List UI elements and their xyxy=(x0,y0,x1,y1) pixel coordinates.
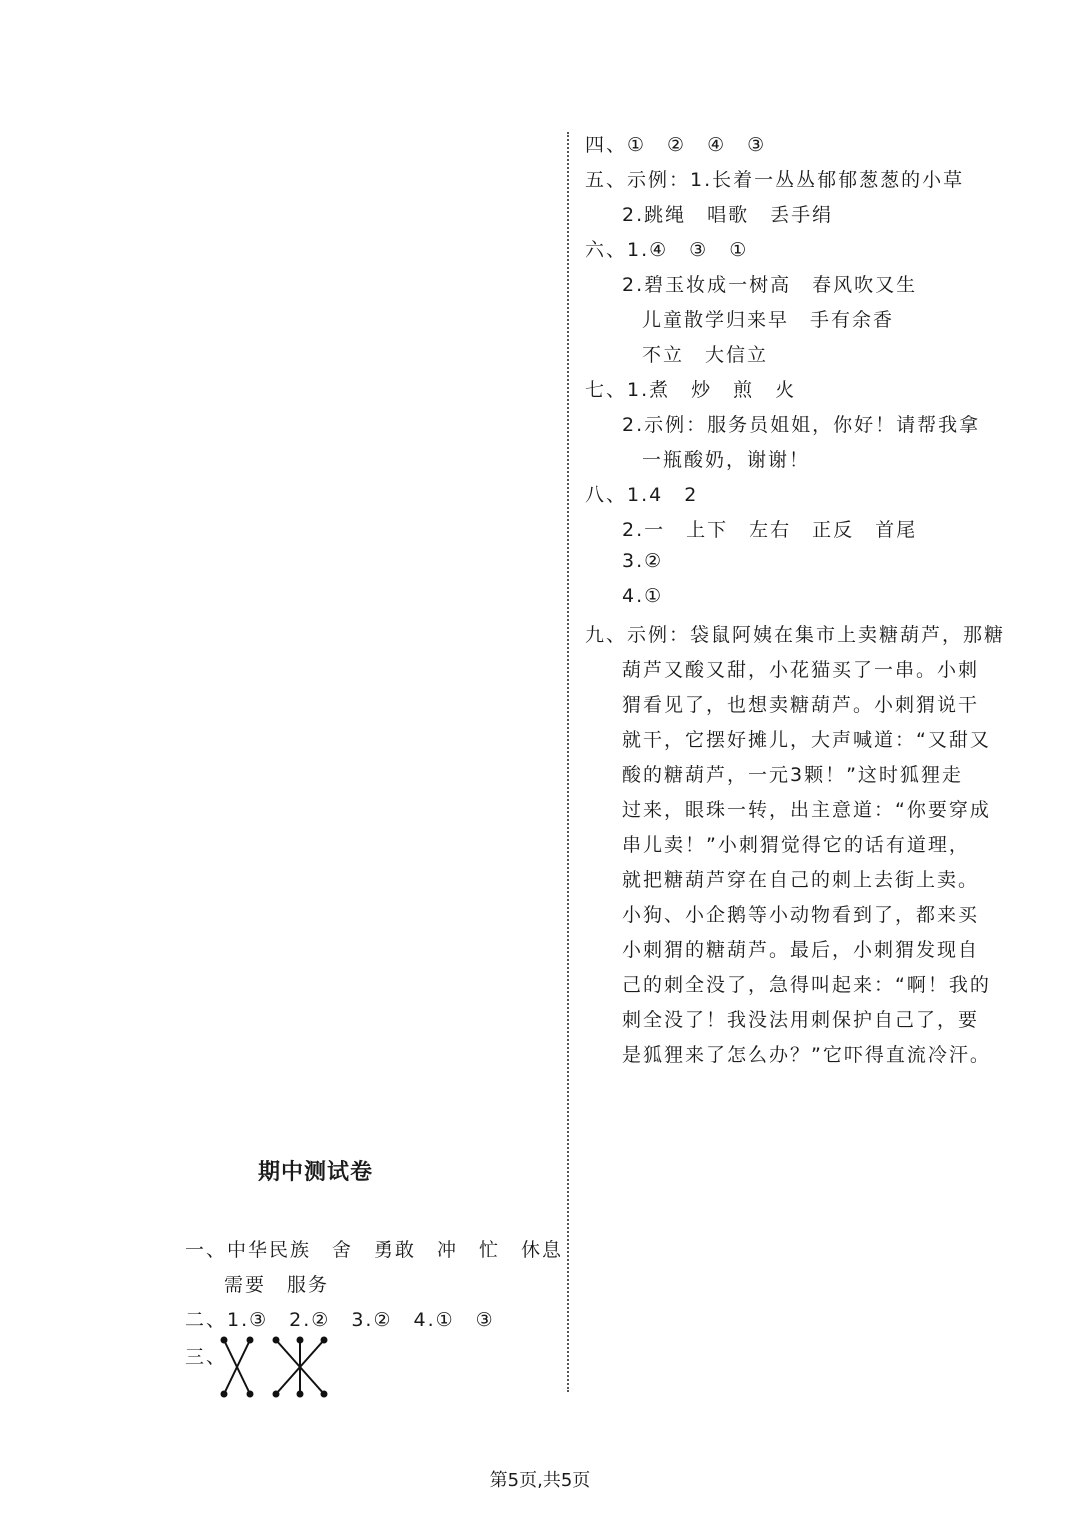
answer-line-7-2: 2.示例：服务员姐姐，你好！请帮我拿 xyxy=(622,414,981,436)
midterm-line-1: 一、中华民族 舍 勇敢 冲 忙 休息 xyxy=(185,1239,564,1261)
answer-line-9k: 己的刺全没了，急得叫起来：“啊！我的 xyxy=(622,974,991,996)
matching-lines-figure xyxy=(220,1336,340,1398)
answer-line-8-4: 4.① xyxy=(622,585,664,607)
midterm-line-2: 二、1.③ 2.② 3.② 4.① ③ xyxy=(185,1309,495,1331)
answer-line-6: 六、1.④ ③ ① xyxy=(585,239,749,261)
answer-line-9l: 刺全没了！我没法用刺保护自己了，要 xyxy=(622,1009,980,1031)
answer-line-6-2b: 儿童散学归来早 手有余香 xyxy=(642,309,895,331)
answer-line-9c: 猬看见了，也想卖糖葫芦。小刺猬说干 xyxy=(622,694,980,716)
section-title: 期中测试卷 xyxy=(258,1160,374,1185)
answer-line-5-2: 2.跳绳 唱歌 丢手绢 xyxy=(622,204,834,226)
answer-line-9h: 就把糖葫芦穿在自己的刺上去街上卖。 xyxy=(622,869,980,891)
answer-line-6-2: 2.碧玉妆成一树高 春风吹又生 xyxy=(622,274,918,296)
answer-line-6-2c: 不立 大信立 xyxy=(642,344,769,366)
column-divider xyxy=(567,132,569,1392)
answer-line-9d: 就干，它摆好摊儿，大声喊道：“又甜又 xyxy=(622,729,991,751)
answer-line-9: 九、示例：袋鼠阿姨在集市上卖糖葫芦，那糖 xyxy=(585,624,1006,646)
answer-line-8: 八、1.4 2 xyxy=(585,484,699,506)
answer-line-8-2: 2.一 上下 左右 正反 首尾 xyxy=(622,519,918,541)
answer-line-9g: 串儿卖！”小刺猬觉得它的话有道理， xyxy=(622,834,970,856)
answer-line-5: 五、示例：1.长着一丛丛郁郁葱葱的小草 xyxy=(585,169,965,191)
answer-line-8-3: 3.② xyxy=(622,550,664,572)
midterm-line-1b: 需要 服务 xyxy=(224,1274,330,1296)
answer-line-9j: 小刺猬的糖葫芦。最后，小刺猬发现自 xyxy=(622,939,980,961)
answer-line-9m: 是狐狸来了怎么办？”它吓得直流冷汗。 xyxy=(622,1044,991,1066)
answer-line-9b: 葫芦又酸又甜，小花猫买了一串。小刺 xyxy=(622,659,980,681)
midterm-line-3: 三、 xyxy=(185,1346,228,1368)
answer-line-9e: 酸的糖葫芦，一元3颗！”这时狐狸走 xyxy=(622,764,963,786)
answer-line-4: 四、① ② ④ ③ xyxy=(585,134,767,156)
answer-line-7: 七、1.煮 炒 煎 火 xyxy=(585,379,797,401)
answer-line-9i: 小狗、小企鹅等小动物看到了，都来买 xyxy=(622,904,980,926)
answer-line-9f: 过来，眼珠一转，出主意道：“你要穿成 xyxy=(622,799,991,821)
page-footer: 第5页,共5页 xyxy=(489,1470,591,1491)
answer-line-7-2b: 一瓶酸奶，谢谢！ xyxy=(642,449,811,471)
